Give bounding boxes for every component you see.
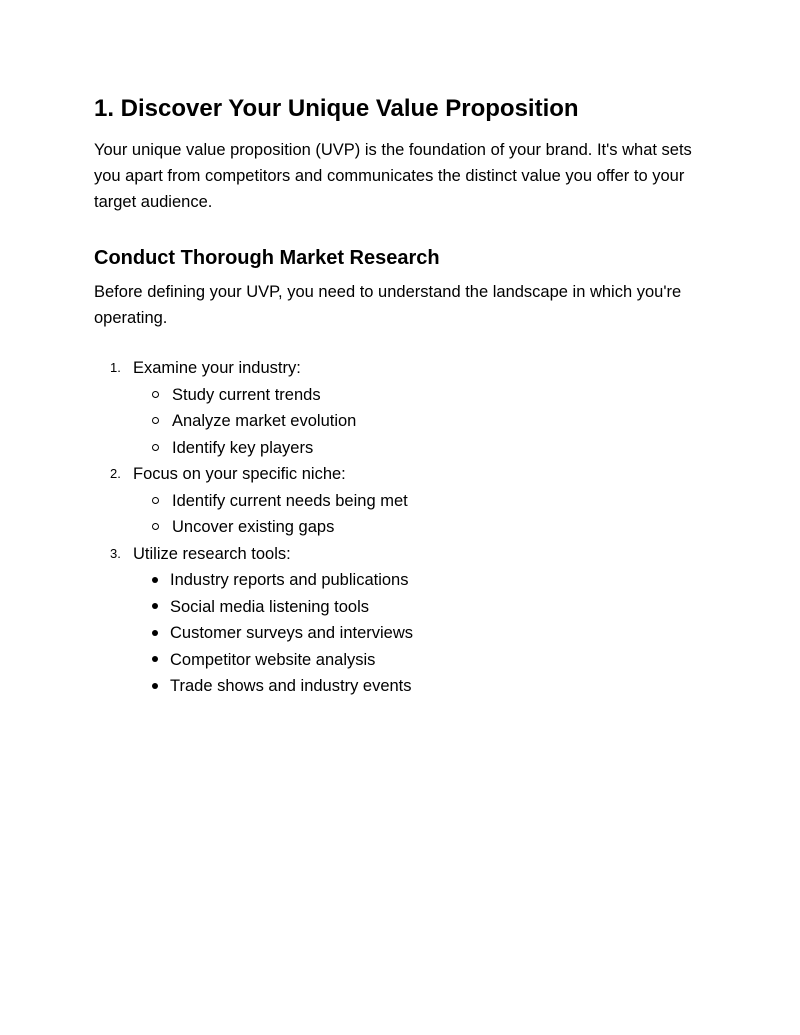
hollow-circle-bullet-icon [150, 408, 160, 435]
filled-circle-bullet-icon [150, 673, 160, 700]
document-page [94, 93, 714, 700]
list-item [94, 567, 714, 594]
filled-circle-bullet-icon [150, 647, 160, 674]
list-item [94, 408, 714, 435]
list-item-text: Study current trends [172, 385, 321, 404]
filled-circle-bullet-icon [150, 594, 160, 621]
list-item [94, 620, 714, 647]
sub-list [94, 382, 714, 462]
list-item-step-3 [94, 541, 714, 700]
page-title: 1. Discover Your Unique Value Proposition [94, 95, 579, 122]
step-label: Focus on your specific niche: [133, 465, 346, 483]
list-item-text: Identify current needs being met [172, 491, 408, 510]
step-label: Examine your industry: [133, 359, 301, 377]
step-number: 1. [110, 360, 121, 375]
list-item-step-1 [94, 355, 714, 461]
hollow-circle-bullet-icon [150, 488, 160, 515]
research-steps-list [94, 355, 714, 700]
intro-paragraph: Your unique value proposition (UVP) is the foundation of your brand. It's what sets you apart from competitors and communicates the distinct value you offer to your target audience. [94, 141, 692, 211]
filled-circle-bullet-icon [150, 620, 160, 647]
section-lead-paragraph: Before defining your UVP, you need to understand the landscape in which you're operating. [94, 283, 682, 327]
step-number: 3. [110, 545, 121, 561]
list-item-text: Customer surveys and interviews [170, 624, 414, 642]
hollow-circle-bullet-icon [150, 382, 160, 409]
section-heading: Conduct Thorough Market Research [94, 247, 440, 269]
list-item-text: Trade shows and industry events [170, 677, 412, 695]
list-item-step-2 [94, 461, 714, 541]
list-item-text: Identify key players [172, 438, 314, 457]
sub-list [94, 488, 714, 541]
list-item [94, 514, 714, 541]
list-item [94, 435, 714, 462]
list-item-text: Industry reports and publications [170, 571, 409, 589]
sub-list [94, 567, 714, 700]
list-item [94, 673, 714, 700]
step-label: Utilize research tools: [133, 544, 291, 563]
step-number: 2. [110, 466, 121, 481]
list-item [94, 382, 714, 409]
list-item [94, 594, 714, 621]
list-item-text: Analyze market evolution [172, 412, 357, 430]
list-item [94, 488, 714, 515]
list-item-text: Competitor website analysis [170, 650, 376, 669]
hollow-circle-bullet-icon [150, 435, 160, 462]
list-item-text: Social media listening tools [170, 597, 370, 616]
filled-circle-bullet-icon [150, 567, 160, 594]
list-item-text: Uncover existing gaps [172, 518, 335, 536]
list-item [94, 647, 714, 674]
hollow-circle-bullet-icon [150, 514, 160, 541]
